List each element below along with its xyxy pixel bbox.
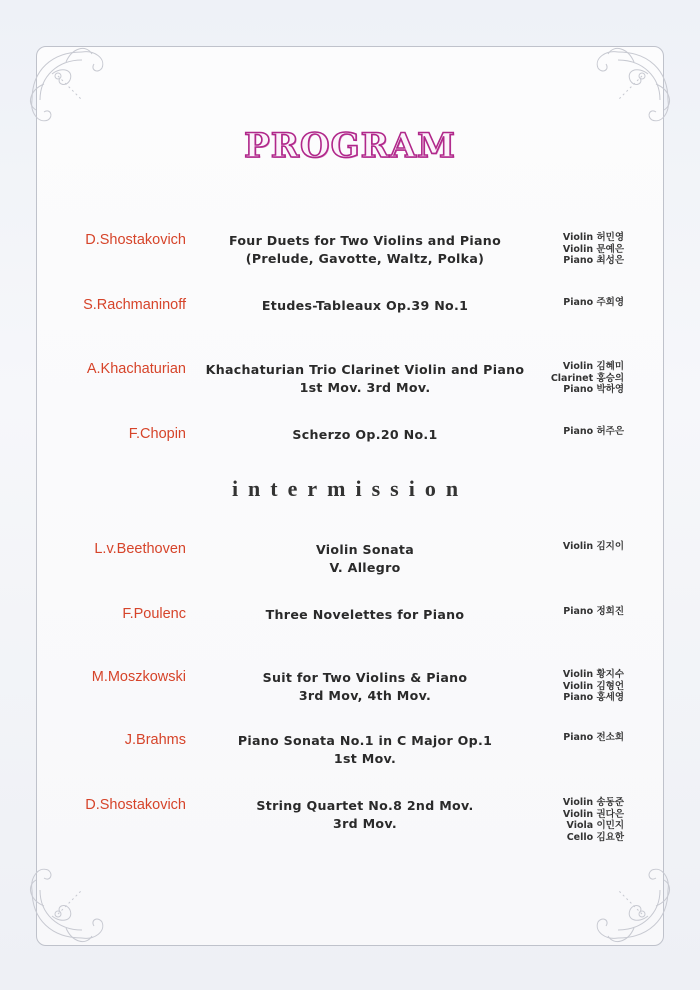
performer-list [563,232,624,267]
composer-name: D.Shostakovich [85,232,186,248]
composer-name: F.Poulenc [122,606,186,622]
performer-list [551,361,624,396]
work-line: 1st Mov. 3rd Mov. [299,380,431,395]
performer-list [563,541,624,553]
composer-name: A.Khachaturian [86,361,186,377]
work-line: Piano Sonata No.1 in C Major Op.1 [237,733,493,748]
work-line: Scherzo Op.20 No.1 [292,427,438,442]
performer: Violin 송동준 [562,797,624,808]
work-line: Three Novelettes for Piano [265,607,465,622]
performer: Violin 허민영 [562,232,624,243]
performer-list [563,606,624,618]
performer-list [563,426,624,438]
performer: Violin 황지수 [562,669,624,680]
performer: Viola 이민지 [566,820,624,831]
work-title [190,541,540,577]
work-title [190,669,540,705]
performer: Piano 전소희 [563,732,624,743]
performer-list [563,669,624,704]
work-title [190,232,540,268]
work-line: Four Duets for Two Violins and Piano [228,233,502,248]
work-title [190,797,540,833]
corner-ornament-icon [568,840,678,950]
composer-name: S.Rachmaninoff [83,297,186,313]
work-line: V. Allegro [329,560,401,575]
work-title [190,426,540,444]
corner-ornament-icon [22,840,132,950]
composer-name: J.Brahms [124,732,186,748]
performer: Piano 정희진 [563,606,624,617]
work-line: Suit for Two Violins & Piano [262,670,468,685]
performer: Violin 문예은 [562,243,624,255]
work-line: Violin Sonata [315,542,415,557]
performer: Violin 김지이 [562,541,624,552]
performer: Piano 허주은 [563,426,624,437]
performer-list [563,297,624,309]
composer-name: F.Chopin [128,426,186,442]
composer-name: L.v.Beethoven [94,541,186,557]
performer-list [563,732,624,744]
work-line: String Quartet No.8 2nd Mov. [256,798,474,813]
performer: Piano 주희영 [563,297,624,308]
performer: Violin 권다은 [562,808,624,820]
work-title [175,361,555,397]
work-line: 1st Mov. [333,751,397,766]
work-line: Khachaturian Trio Clarinet Violin and Piano [205,362,525,377]
performer: Violin 김혜미 [562,361,624,372]
intermission-label: intermission [231,476,469,501]
performer: Clarinet 홍승의 [550,372,624,384]
page-title: PROGRAM [244,126,456,166]
composer-name: D.Shostakovich [85,797,186,813]
composer-name: M.Moszkowski [91,669,186,685]
performer: Cello 김요한 [566,831,624,843]
work-title [190,732,540,768]
performer: Piano 최성은 [563,255,624,266]
work-title [190,297,540,315]
performer: Piano 홍세영 [563,692,624,703]
performer-list [563,797,624,843]
performer: Piano 박하영 [563,384,624,395]
work-line: Etudes-Tableaux Op.39 No.1 [261,298,469,313]
work-line: 3rd Mov. [333,816,397,831]
work-line: 3rd Mov, 4th Mov. [298,688,432,703]
performer: Violin 김형언 [562,680,624,692]
work-line: (Prelude, Gavotte, Waltz, Polka) [245,251,485,266]
work-title [190,606,540,624]
